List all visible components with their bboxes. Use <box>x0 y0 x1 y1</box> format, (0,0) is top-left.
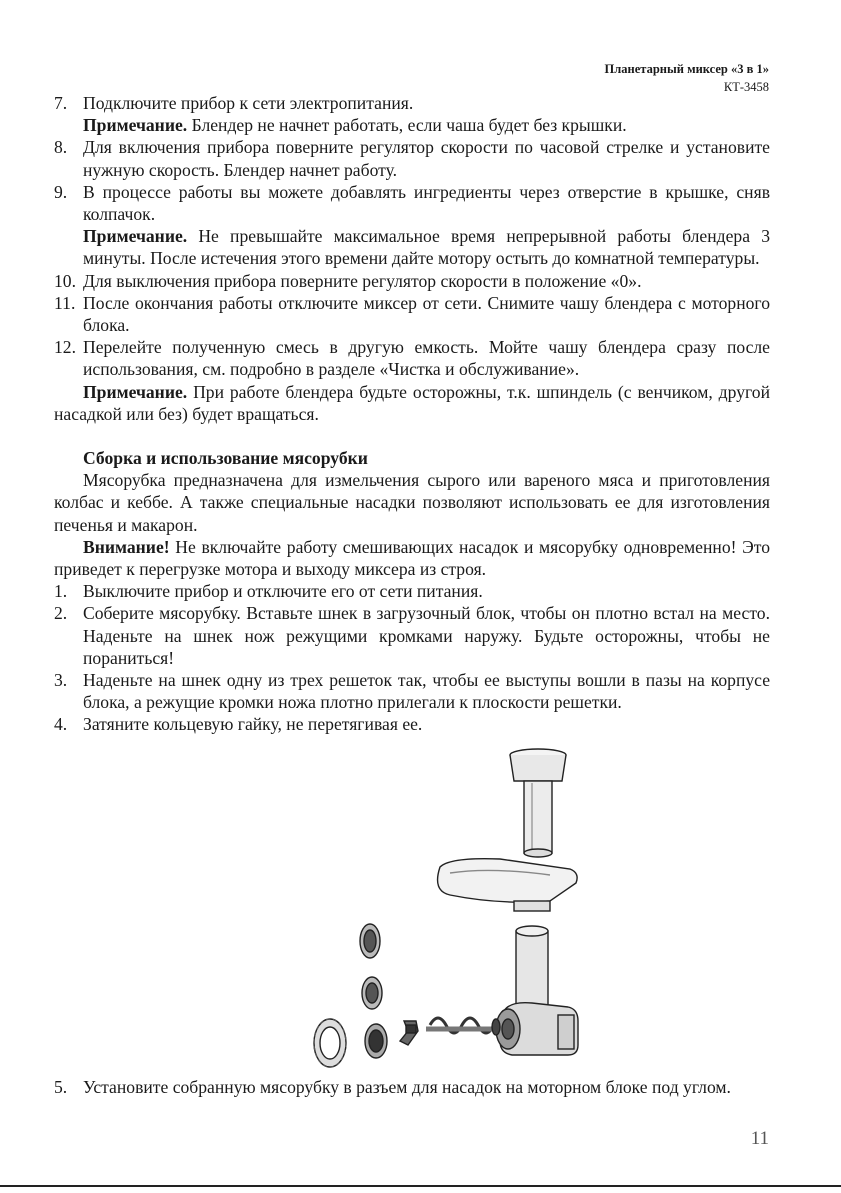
meat-grinder-illustration <box>300 745 590 1075</box>
grinding-plate-coarse-image <box>365 1024 387 1058</box>
list-item <box>54 602 770 669</box>
list-text: Соберите мясорубку. Вставьте шнек в загрузочный блок, чтобы он плотно встал на место. Наденьте на шнек нож режущими кромками наружу. Будьте осторожны, чтобы не пораниться! <box>83 603 770 668</box>
list-item <box>54 713 770 735</box>
list-text: Перелейте полученную смесь в другую емкость. Мойте чашу блендера сразу после использования, см. подробно в разделе «Чистка и обслуживание». <box>83 337 770 380</box>
list-item <box>54 181 770 225</box>
list-number: 9. <box>54 181 68 202</box>
section-heading: Сборка и использование мясорубки <box>83 448 368 469</box>
feeding-tray-image <box>438 859 578 911</box>
list-item <box>54 270 770 292</box>
ring-nut-image <box>314 1019 346 1067</box>
list-number: 12. <box>54 337 76 358</box>
food-pusher-image <box>510 749 566 857</box>
page-number: 11 <box>750 1128 769 1149</box>
note-label: Примечание. <box>83 226 188 247</box>
list-text: Затяните кольцевую гайку, не перетягивая ее. <box>83 714 423 735</box>
note <box>54 225 770 269</box>
knife-image <box>400 1021 418 1045</box>
list-text: Установите собранную мясорубку в разъем для насадок на моторном блоке под углом. <box>83 1077 731 1097</box>
list-text: Для включения прибора поверните регулятор скорости по часовой стрелке и установите нужную скорость. Блендер начнет работу. <box>83 137 770 180</box>
header-title: Планетарный миксер «3 в 1» <box>604 62 769 76</box>
list-number: 4. <box>54 714 68 735</box>
intro-paragraph: Мясорубка предназначена для измельчения сырого или вареного мяса и приготовления колбас и кеббе. А также специальные насадки позволяют использовать ее для изготовления печенья и макарон. <box>54 470 770 535</box>
list-number: 3. <box>54 670 68 691</box>
list-number: 10. <box>54 270 76 291</box>
page-content <box>54 92 770 736</box>
list-number: 1. <box>54 581 68 602</box>
list-text: Выключите прибор и отключите его от сети питания. <box>83 581 483 602</box>
list-text: Для выключения прибора поверните регулятор скорости в положение «0». <box>83 270 642 291</box>
list-item <box>54 1076 770 1098</box>
list-text: После окончания работы отключите миксер от сети. Снимите чашу блендера с моторного блока. <box>83 292 770 336</box>
header-model: КТ-3458 <box>723 80 769 94</box>
warning-paragraph <box>54 536 770 580</box>
list-item <box>54 292 770 336</box>
list-number: 8. <box>54 137 68 158</box>
list-item <box>54 92 770 114</box>
list-number: 7. <box>54 93 68 113</box>
note-label: Примечание. <box>83 381 188 402</box>
list-item <box>54 136 770 180</box>
auger-image <box>426 1018 500 1035</box>
note-text: При работе блендера будьте осторожны, т.к. шпиндель (с венчиком, другой насадкой или без) будет вращаться. <box>54 381 770 424</box>
grinding-plate-medium-image <box>362 977 382 1009</box>
list-text: Подключите прибор к сети электропитания. <box>83 93 414 113</box>
note <box>54 381 770 425</box>
list-item <box>54 580 770 602</box>
list-number: 11. <box>54 292 76 313</box>
grinder-body-image <box>496 926 578 1055</box>
bottom-content <box>54 1076 770 1098</box>
list-number: 2. <box>54 603 68 624</box>
grinding-plate-fine-image <box>360 924 380 958</box>
list-text: Наденьте на шнек одну из трех решеток так, чтобы ее выступы вошли в пазы на корпусе блока, а режущие кромки ножа плотно прилегали к плоскости решетки. <box>83 670 770 713</box>
note-text: Не превышайте максимальное время непрерывной работы блендера 3 минуты. После истечения этого времени дайте мотору остыть до комнатной температуры. <box>83 226 770 269</box>
page-header <box>605 60 769 96</box>
warning-label: Внимание! <box>83 536 170 557</box>
note-text: Блендер не начнет работать, если чаша будет без крышки. <box>187 115 627 136</box>
bottom-rule <box>0 1185 841 1187</box>
list-text: В процессе работы вы можете добавлять ингредиенты через отверстие в крышке, сняв колпачок. <box>83 181 770 225</box>
note <box>54 114 770 136</box>
warning-text: Не включайте работу смешивающих насадок и мясорубку одновременно! Это приведет к перегрузке мотора и выходу миксера из строя. <box>54 536 770 580</box>
list-item <box>54 336 770 380</box>
spacer <box>54 425 770 447</box>
note-label: Примечание. <box>83 115 188 136</box>
list-item <box>54 669 770 713</box>
list-number: 5. <box>54 1077 68 1097</box>
